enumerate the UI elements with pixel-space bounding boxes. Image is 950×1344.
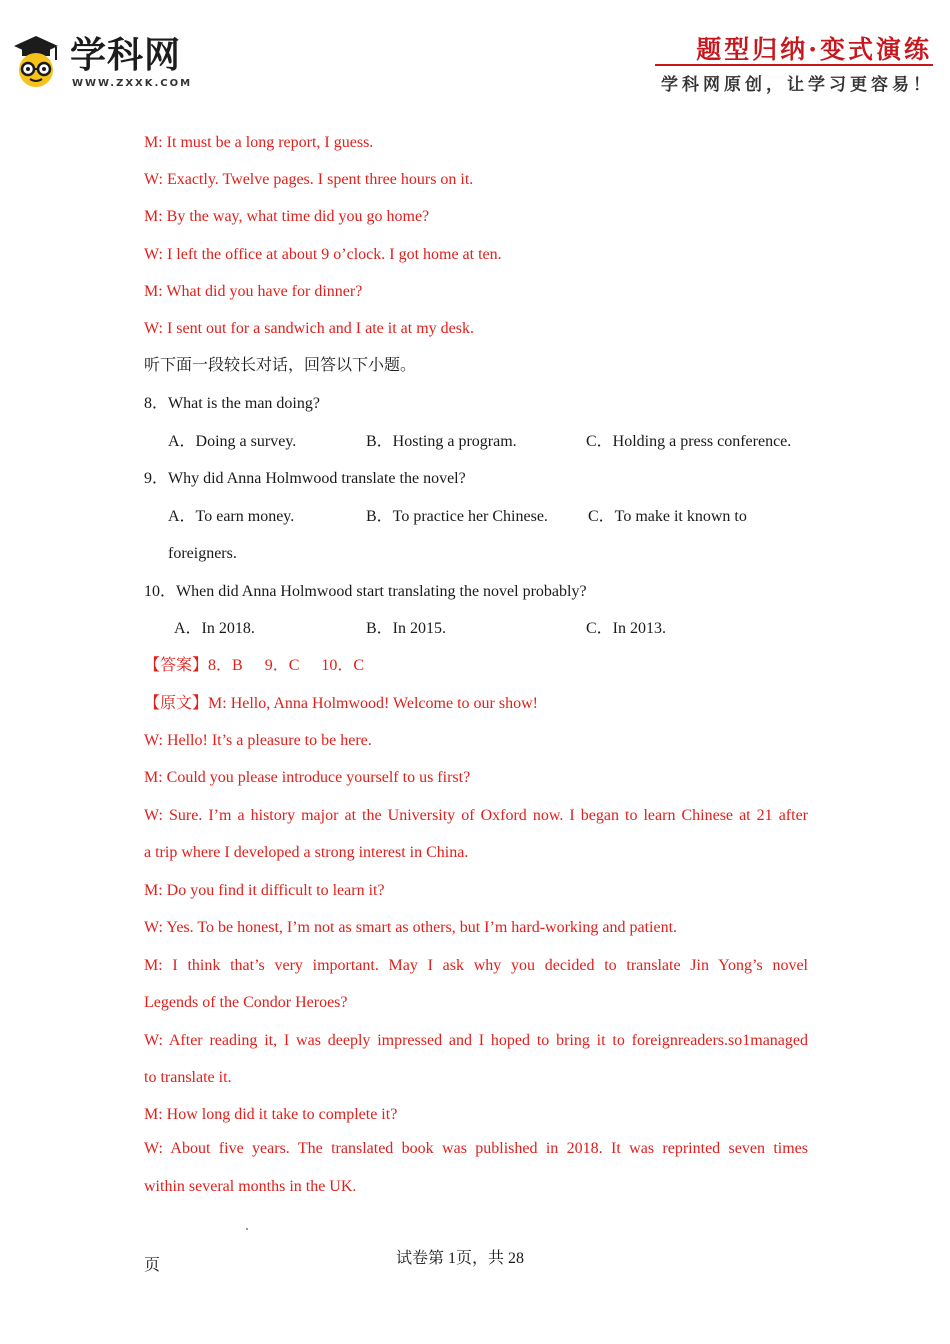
question-option: A．Doing a survey. [168, 433, 297, 450]
question-stem: 8．What is the man doing? [144, 395, 320, 412]
transcript-first-line [144, 694, 538, 714]
transcript-line: W: Yes. To be honest, I’m not as smart as others, but I’m hard-working and patient. [144, 919, 678, 936]
slogan-divider [655, 64, 933, 66]
transcript-line: M: How long did it take to complete it? [144, 1106, 398, 1123]
question-option: A．To earn money. [168, 508, 295, 525]
dialogue-line: M: What did you have for dinner? [144, 283, 363, 300]
transcript-line: M: Hello, Anna Holmwood! Welcome to our show! [208, 695, 538, 712]
transcript-line: a trip where I developed a strong interest in China. [144, 844, 469, 861]
transcript-line: M: I think that’s very important. May I ask why you decided to translate Jin Yong’s novel [144, 957, 808, 974]
slogan-title: 题型归纳·变式演练 [696, 35, 932, 64]
transcript-line: M: Could you please introduce yourself to us first? [144, 769, 471, 786]
question-stem: 10．When did Anna Holmwood start translating the novel probably? [144, 583, 587, 600]
transcript-line: Legends of the Condor Heroes? [144, 994, 348, 1011]
question-stem: 9．Why did Anna Holmwood translate the novel? [144, 470, 466, 487]
footer-mark [246, 1228, 248, 1230]
question-option: C．In 2013. [586, 620, 667, 637]
logo [12, 32, 202, 92]
transcript-line: W: About five years. The translated book was published in 2018. It was reprinted seven times [144, 1140, 808, 1157]
page-number: 试卷第 1页，共 28 [396, 1250, 525, 1267]
dialogue-line: W: I sent out for a sandwich and I ate it at my desk. [144, 320, 474, 337]
answer-item: 10．C [321, 657, 365, 674]
question-option: B．To practice her Chinese. [366, 508, 548, 525]
dialogue-line: W: Exactly. Twelve pages. I spent three hours on it. [144, 171, 474, 188]
question-option: C．To make it known to [588, 508, 747, 525]
logo-url: WWW.ZXXK.COM [72, 78, 193, 89]
transcript-line: W: Sure. I’m a history major at the University of Oxford now. I began to learn Chinese at 21 after [144, 807, 808, 824]
question-option: B．In 2015. [366, 620, 447, 637]
transcript-line: to translate it. [144, 1069, 232, 1086]
page-number-suffix: 页 [144, 1257, 161, 1274]
transcript-line: within several months in the UK. [144, 1178, 357, 1195]
transcript-line: W: Hello! It’s a pleasure to be here. [144, 732, 372, 749]
dialogue-line: M: By the way, what time did you go home? [144, 208, 430, 225]
slogan-subtitle: 学科网原创，让学习更容易！ [661, 75, 934, 95]
question-option: B．Hosting a program. [366, 433, 517, 450]
transcript-tag: 【原文】 [144, 695, 209, 712]
question-option: A．In 2018. [174, 620, 255, 637]
transcript-line: M: Do you find it difficult to learn it? [144, 882, 385, 899]
answer-item: 9．C [264, 657, 300, 674]
answer-tag: 【答案】 [144, 657, 209, 674]
dialogue-line: W: I left the office at about 9 o’clock. I got home at ten. [144, 246, 502, 263]
section-instruction: 听下面一段较长对话，回答以下小题。 [144, 357, 417, 374]
answer-line [144, 656, 364, 676]
logo-text: 学科网 [70, 35, 182, 76]
mascot-icon [12, 34, 60, 88]
question-option: C．Holding a press conference. [586, 433, 792, 450]
answer-item: 8．B [208, 657, 243, 674]
question-option-continuation: foreigners. [168, 545, 237, 562]
dialogue-line: M: It must be a long report, I guess. [144, 134, 374, 151]
transcript-line: W: After reading it, I was deeply impressed and I hoped to bring it to foreignreaders.so1managed [144, 1032, 808, 1049]
